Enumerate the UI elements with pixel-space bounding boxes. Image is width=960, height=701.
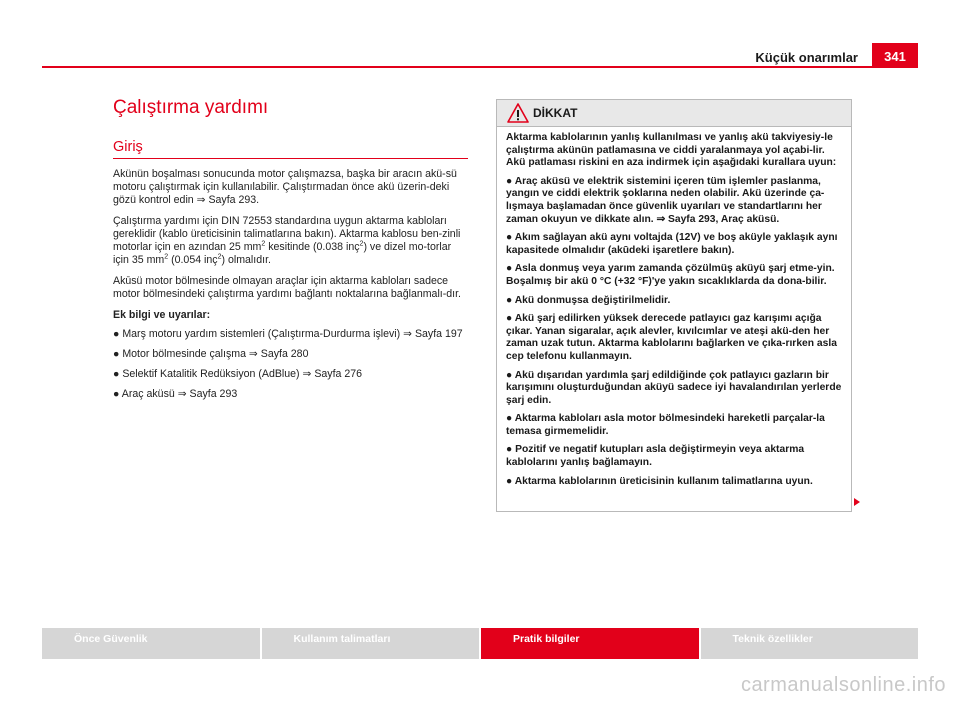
warning-bullet: ● Akım sağlayan akü aynı voltajda (12V) ve boş aküyle yaklaşık aynı kapasitede olmalıdır (akūdeki işaretlere bakın). (506, 232, 838, 256)
warning-bullet: ● Akü dışarıdan yardımla şarj edildiğinde çok patlayıcı gazların bir karışımını oluşturduğundan aküyü sadece iyi havalandırılan yerlerde şarj edin. (506, 369, 842, 406)
intro-paragraph: Akünün boşalması sonucunda motor çalışmazsa, başka bir aracın akü-sü motoru çalıştırmak için kullanılabilir. Çalıştırmadan önce akü üzerin-deki gözü kontrol edin ⇒ Sayfa 293. (113, 168, 457, 206)
warning-bullet: ● Araç aküsü ve elektrik sistemini içeren tüm işlemler paslanma, yangın ve ciddi elektrik şoklarına neden olabilir. Akü üzerinde ça-lışmaya başlamadan önce güvenlik uyarıları ve standartlarını her zaman okuyun ve dikkate alın. ⇒ Sayfa 293, Araç aküsü. (506, 175, 825, 225)
warning-header (497, 100, 851, 127)
info-bullet[interactable]: ● Selektif Katalitik Redüksiyon (AdBlue) ⇒ Sayfa 276 (113, 368, 363, 380)
warning-label: DİKKAT (533, 106, 578, 120)
warning-bullet: ● Akü şarj edilirken yüksek derecede patlayıcı gaz karışımı açığa çıkar. Yanan sigaralar, açık alevler, kıvılcımlar ve ateşi akü-den her zaman uzak tutun. Aktarma kablolarını bağlarken ve çıka-rırken asla cep telefonu kullanmayın. (506, 313, 837, 362)
info-bullet[interactable]: ● Motor bölmesinde çalışma ⇒ Sayfa 280 (113, 348, 309, 360)
footer-nav (42, 628, 918, 659)
section-title: Çalıştırma yardımı (113, 97, 269, 118)
warning-bullet: ● Aktarma kabloları asla motor bölmesindeki hareketli parçalar-la temasa girmemelidir. (506, 413, 825, 437)
intro-column (113, 168, 469, 408)
header-divider (42, 66, 918, 68)
warning-triangle-icon (507, 103, 529, 123)
continue-arrow-icon (854, 498, 860, 506)
tab-practical-info[interactable]: Pratik bilgiler (481, 628, 699, 659)
info-bullet[interactable]: ● Araç aküsü ⇒ Sayfa 293 (113, 388, 238, 400)
warning-bullet: ● Akü donmuşsa değiştirilmelidir. (506, 294, 671, 306)
info-bullet[interactable]: ● Marş motoru yardım sistemleri (Çalıştırma-Durdurma işlevi) ⇒ Sayfa 197 (113, 328, 463, 340)
cable-spec-paragraph: Çalıştırma yardımı için DIN 72553 standardına uygun aktarma kabloları gereklidir (kablo üreticisinin talimatlarına bakın). Aktarma kablosu ben-zinli motorlar için en azından 25 $mm^2$ kesitinde (0.038 inç$^2$) ve dizel mo-torlar için 35 $mm^2$ (0.054 inç$^2$) olmalıdır. (113, 215, 461, 266)
info-heading: Ek bilgi ve uyarılar: (113, 309, 211, 321)
connection-paragraph: Akūsü motor bölmesinde olmayan araçlar için aktarma kabloları sadece motor bölmesindeki çalıştırma yardımı bağlantı noktalarına bağlanmalı-dır. (113, 275, 461, 300)
warning-bullet: ● Aktarma kablolarının üreticisinin kullanım talimatlarına uyun. (506, 475, 813, 487)
warning-intro: Aktarma kablolarının yanlış kullanılması ve yanlış akü takviyesiy-le çalıştırma akünün patlamasına ve ciddi yaralanmaya yol açabi-lir. Akü patlaması riskini en aza indirmek için aşağıdaki kurallara uyun: (506, 132, 837, 169)
warning-box (496, 99, 852, 512)
page-number: 341 (872, 43, 918, 67)
chapter-title: Küçük onarımlar (755, 50, 858, 65)
watermark: carmanualsonline.info (740, 674, 946, 696)
subsection-divider (113, 158, 468, 159)
warning-bullet: ● Pozitif ve negatif kutupları asla değiştirmeyin veya aktarma kablolarını yanlış bağlamayın. (506, 444, 805, 469)
tab-operating-instructions[interactable]: Kullanım talimatları (262, 628, 480, 659)
subsection-title: Giriş (113, 139, 143, 155)
warning-bullet: ● Asla donmuş veya yarım zamanda çözülmüş aküyü şarj etme-yin. Boşalmış bir akü 0 °C (+32 °F)'ye yakın sıcaklıklarda da dona-bilir. (506, 263, 835, 287)
tab-technical-specs[interactable]: Teknik özellikler (701, 628, 919, 659)
warning-body (497, 127, 851, 488)
tab-safety[interactable]: Önce Güvenlik (42, 628, 260, 659)
